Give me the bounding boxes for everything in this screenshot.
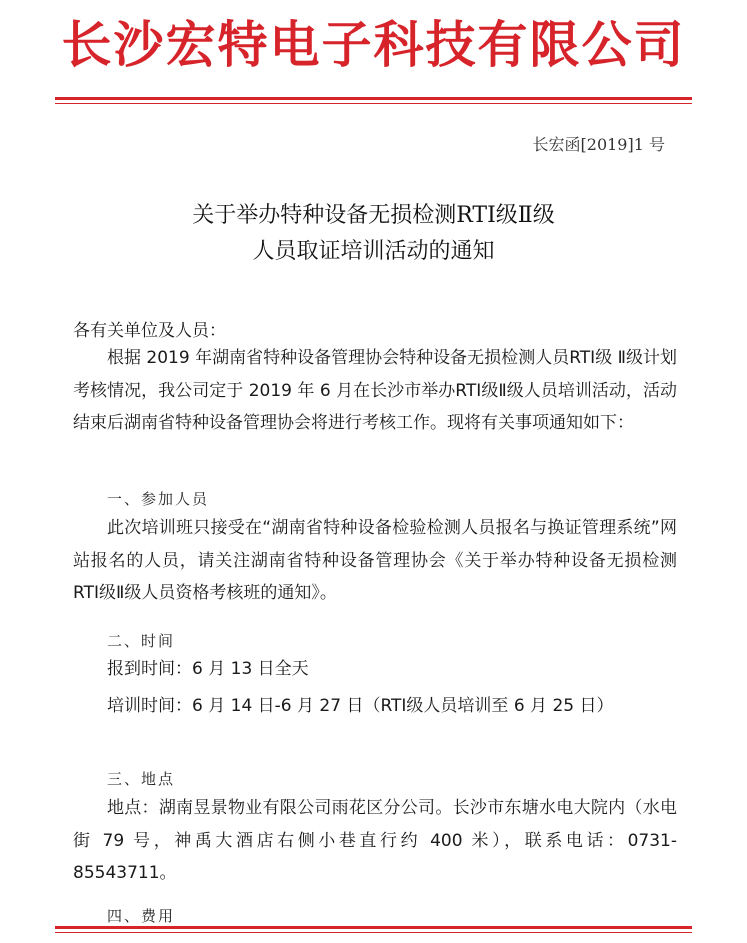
section-heading-time: 二、时间 — [107, 632, 176, 650]
company-letterhead: 长沙宏特电子科技有限公司 — [61, 15, 686, 74]
participants-paragraph: 此次培训班只接受在“湖南省特种设备检验检测人员报名与换证管理系统”网站报名的人员，请关注湖南省特种设备管理协会《关于举办特种设备无损检测 RTⅠ级Ⅱ级人员资格考核班的通知》。 — [73, 518, 677, 603]
document-number: 长宏函[2019]1 号 — [532, 135, 665, 154]
location-paragraph: 地点：湖南昱景物业有限公司雨花区分公司。长沙市东塘水电大院内（水电街 79 号，神禹大酒店右侧小巷直行约 400 米），联系电话：0731-85543711。 — [73, 798, 677, 883]
notice-title — [0, 198, 747, 270]
footer-rule-thick — [55, 926, 692, 929]
section-heading-participants: 一、参加人员 — [107, 490, 210, 508]
letterhead-rule-thick — [55, 97, 692, 100]
section-heading-location: 三、地点 — [107, 770, 176, 788]
letterhead-rule-thin — [55, 103, 692, 104]
intro-paragraph: 根据 2019 年湖南省特种设备管理协会特种设备无损检测人员RTⅠ级 Ⅱ级计划考核情况，我公司定于 2019 年 6 月在长沙市举办RTⅠ级Ⅱ级人员培训活动，活动结束后湖南省特种设备管理协会将进行考核工作。现将有关事项通知如下： — [73, 348, 677, 433]
footer-rule-thin — [55, 932, 692, 933]
section-heading-fees: 四、费用 — [107, 907, 176, 925]
salutation: 各有关单位及人员： — [73, 321, 226, 341]
checkin-time: 报到时间：6 月 13 日全天 — [107, 659, 309, 679]
training-time: 培训时间：6 月 14 日-6 月 27 日（RTⅠ级人员培训至 6 月 25 日） — [107, 696, 614, 716]
notice-title-line1: 关于举办特种设备无损检测RTⅠ级Ⅱ级 — [192, 203, 555, 228]
notice-title-line2: 人员取证培训活动的通知 — [252, 239, 495, 264]
